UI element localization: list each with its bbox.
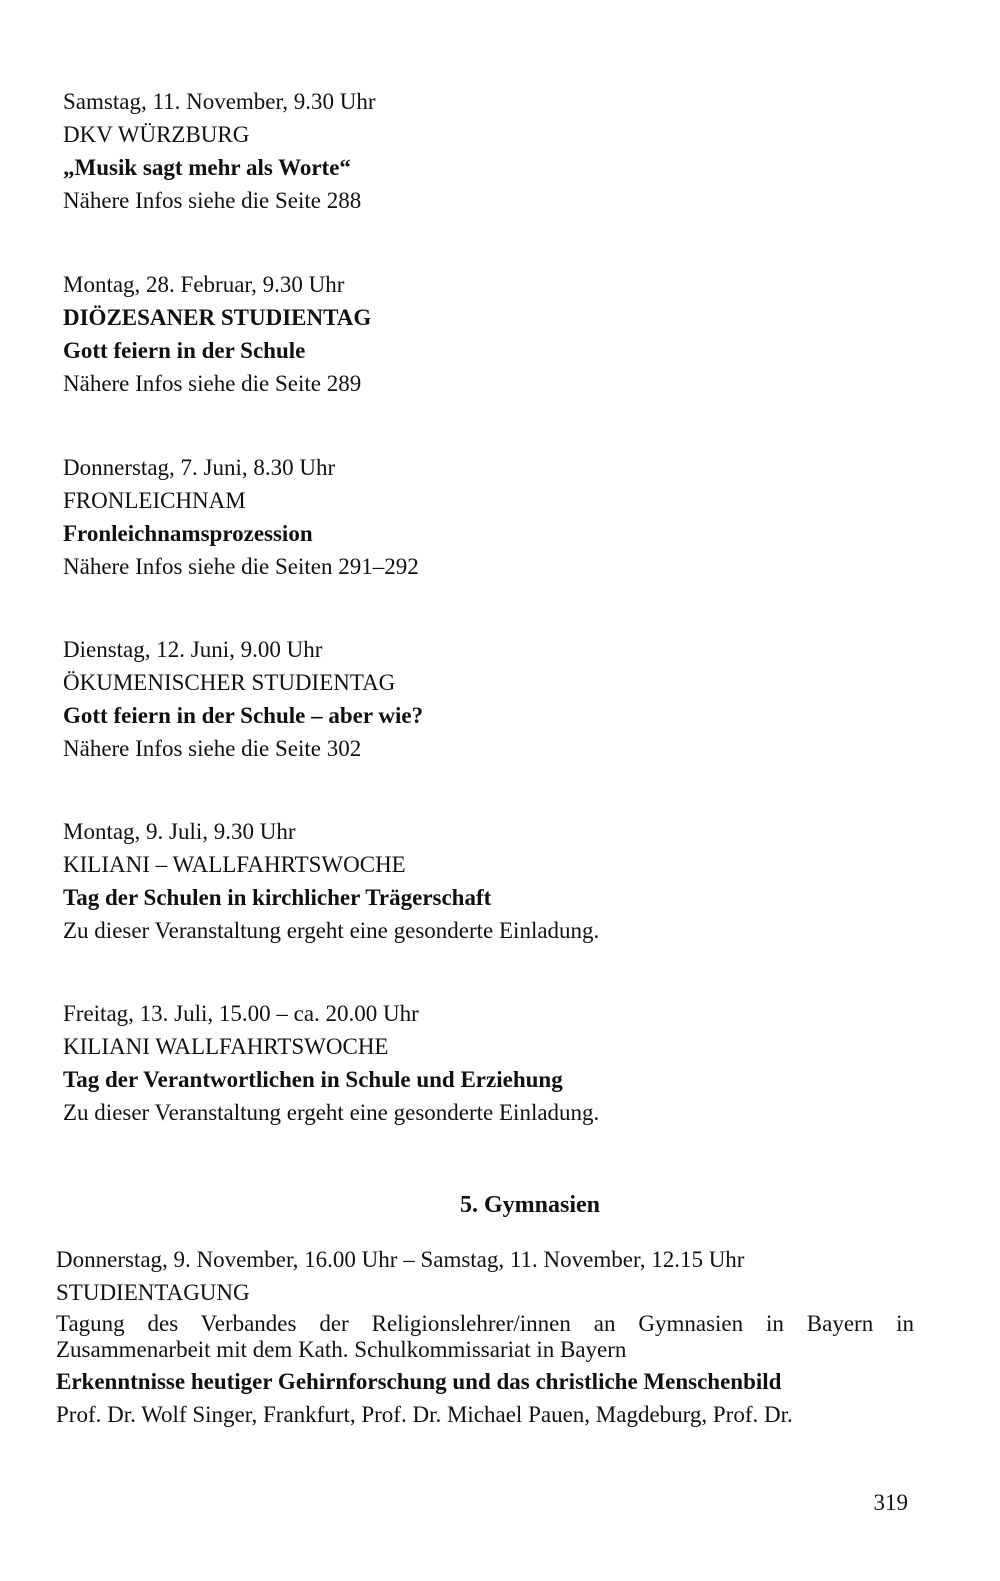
entry-category: STUDIENTAGUNG (56, 1280, 250, 1305)
event-title: Fronleichnamsprozession (63, 521, 313, 546)
event-note: Nähere Infos siehe die Seite 288 (63, 188, 362, 213)
event-category: DIÖZESANER STUDIENTAG (63, 305, 372, 330)
event-date: Freitag, 13. Juli, 15.00 – ca. 20.00 Uhr (63, 1001, 419, 1026)
section-heading: 5. Gymnasien (459, 1192, 600, 1218)
event-note: Zu dieser Veranstaltung ergeht eine gesonderte Einladung. (63, 918, 600, 943)
event-date: Montag, 9. Juli, 9.30 Uhr (63, 819, 296, 844)
entry-speakers: Prof. Dr. Wolf Singer, Frankfurt, Prof. Dr. Michael Pauen, Magdeburg, Prof. Dr. (56, 1402, 793, 1427)
event-note: Nähere Infos siehe die Seite 302 (63, 736, 362, 761)
event-entry (63, 633, 923, 765)
entry-description: Tagung des Verbandes der Religionslehrer/innen an Gymnasien in Bayern in Zusammenarbeit mit dem Kath. Schulkommissariat in Bayern (56, 1311, 914, 1362)
event-entry (63, 815, 923, 947)
event-date: Samstag, 11. November, 9.30 Uhr (63, 89, 376, 114)
event-note: Zu dieser Veranstaltung ergeht eine gesonderte Einladung. (63, 1100, 600, 1125)
event-title: Tag der Schulen in kirchlicher Trägerschaft (63, 885, 492, 910)
page-number: 319 (873, 1490, 908, 1515)
event-title: Gott feiern in der Schule (63, 338, 306, 363)
event-entry (63, 268, 923, 400)
event-entry (63, 997, 923, 1129)
event-title: Tag der Verantwortlichen in Schule und Erziehung (63, 1067, 563, 1092)
event-entry (63, 85, 923, 217)
event-entry (63, 451, 923, 583)
event-category: DKV WÜRZBURG (63, 122, 250, 147)
entry-title: Erkenntnisse heutiger Gehirnforschung und das christliche Menschenbild (56, 1369, 782, 1394)
event-category: KILIANI – WALLFAHRTSWOCHE (63, 852, 406, 877)
event-title: Gott feiern in der Schule – aber wie? (63, 703, 424, 728)
event-note: Nähere Infos siehe die Seiten 291–292 (63, 554, 419, 579)
event-date: Dienstag, 12. Juni, 9.00 Uhr (63, 637, 323, 662)
event-category: FRONLEICHNAM (63, 488, 246, 513)
event-date: Montag, 28. Februar, 9.30 Uhr (63, 272, 345, 297)
event-category: KILIANI WALLFAHRTSWOCHE (63, 1034, 389, 1059)
event-title: „Musik sagt mehr als Worte“ (63, 155, 351, 180)
event-category: ÖKUMENISCHER STUDIENTAG (63, 670, 396, 695)
entry-date: Donnerstag, 9. November, 16.00 Uhr – Samstag, 11. November, 12.15 Uhr (56, 1247, 745, 1272)
event-date: Donnerstag, 7. Juni, 8.30 Uhr (63, 455, 336, 480)
section-entry (56, 1243, 916, 1431)
event-note: Nähere Infos siehe die Seite 289 (63, 371, 362, 396)
